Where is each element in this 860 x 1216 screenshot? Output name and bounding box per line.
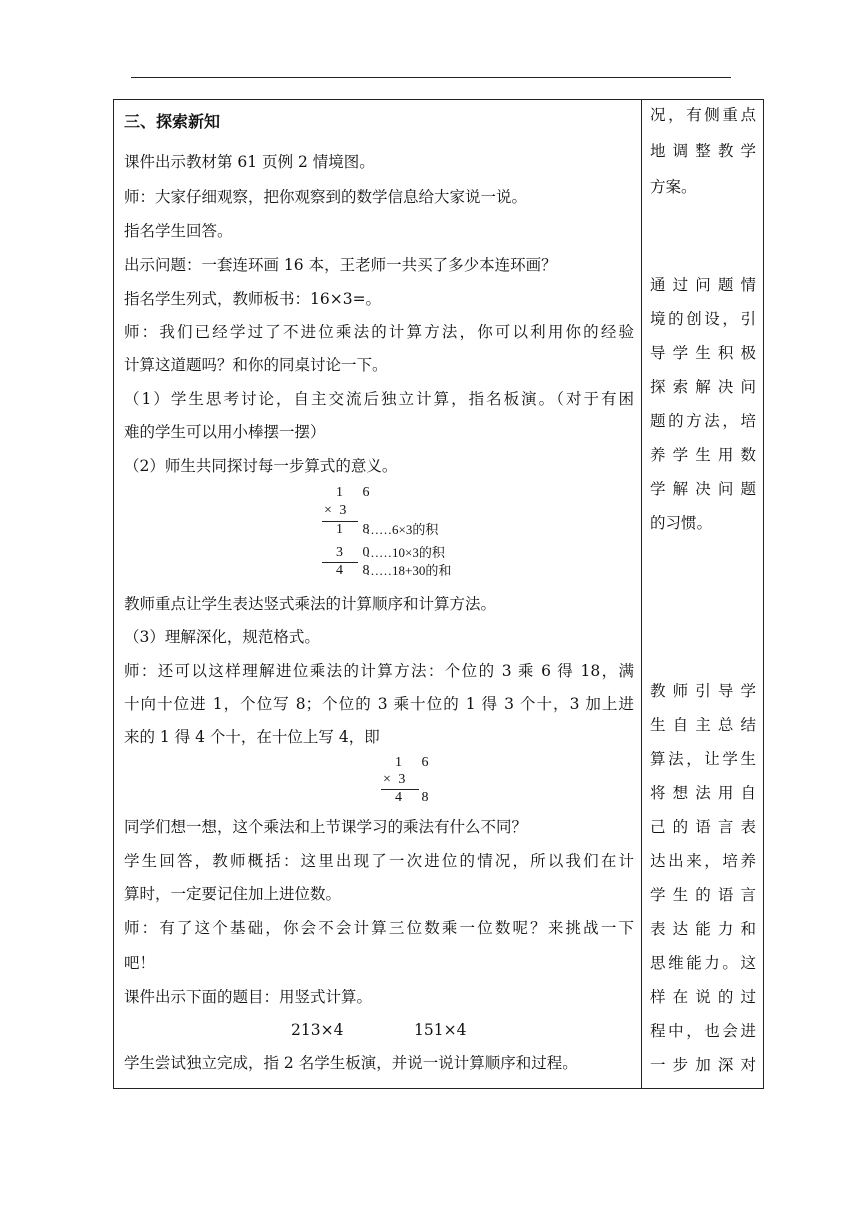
- section-heading: 三、探索新知: [124, 112, 221, 131]
- calc-note-2: ……10×3的积: [366, 545, 445, 560]
- text-line: （2）师生共同探讨每一步算式的意义。: [124, 457, 398, 475]
- text-line: （3）理解深化，规范格式。: [124, 628, 320, 646]
- text-line: 师：有了这个基础，你会不会计算三位数乘一位数呢？来挑战一下: [124, 919, 634, 937]
- text-line: 师：大家仔细观察，把你观察到的数学信息给大家说一说。: [124, 188, 528, 206]
- calc-multiplicand: 1 6: [395, 755, 437, 770]
- text-line: 来的 1 得 4 个十，在十位上写 4，即: [124, 728, 380, 746]
- text-line: 难的学生可以用小棒摆一摆）: [124, 423, 326, 441]
- calc-sum: 4 8: [336, 563, 378, 578]
- side-line: 况，有侧重点: [650, 106, 756, 124]
- side-line: 样在说的过: [650, 988, 756, 1006]
- text-line: 算时，一定要记住加上进位数。: [124, 885, 342, 903]
- side-line: 将想法用自: [650, 784, 756, 802]
- side-line: 算法，让学生: [650, 750, 756, 768]
- side-line: 探索解决问: [650, 378, 756, 396]
- calc-partial-1: 1 8: [336, 522, 378, 537]
- side-line: 己的语言表: [650, 818, 756, 836]
- text-line: 出示问题：一套连环画 16 本，王老师一共买了多少本连环画？: [124, 256, 557, 274]
- side-line: 题的方法，培: [650, 412, 756, 430]
- text-line: 指名学生列式，教师板书：16×3=。: [124, 290, 382, 308]
- exercise-2: 151×4: [414, 1021, 467, 1039]
- text-line: 师：我们已经学过了不进位乘法的计算方法，你可以利用你的经验: [124, 323, 634, 341]
- text-line: 课件出示教材第 61 页例 2 情境图。: [124, 153, 375, 171]
- calc-note-3: ……18+30的和: [366, 563, 452, 578]
- text-line: 十向十位进 1，个位写 8；个位的 3 乘十位的 1 得 3 个十，3 加上进: [124, 695, 634, 713]
- side-line: 教师引导学: [650, 682, 756, 700]
- side-line: 学生的语言: [650, 886, 756, 904]
- side-line: 学解决问题: [650, 480, 756, 498]
- text-line: 学生回答，教师概括：这里出现了一次进位的情况，所以我们在计: [124, 852, 634, 870]
- text-line: 吧！: [124, 954, 156, 972]
- calc-multiplicand: 1 6: [336, 485, 378, 500]
- header-rule: [131, 77, 731, 78]
- text-line: 学生尝试独立完成，指 2 名学生板演，并说一说计算顺序和过程。: [124, 1054, 578, 1072]
- vertical-multiplication-short: [377, 755, 437, 807]
- exercise-1: 213×4: [291, 1021, 344, 1039]
- calc-partial-2: 3 0: [336, 545, 378, 560]
- calc-multiplier: × 3: [324, 503, 349, 518]
- text-line: 课件出示下面的题目：用竖式计算。: [124, 988, 373, 1006]
- side-line: 通过问题情: [650, 276, 756, 294]
- calc-multiplier: × 3: [383, 772, 408, 787]
- side-line: 生自主总结: [650, 716, 756, 734]
- calc-result: 4 8: [395, 790, 437, 805]
- side-line: 境的创设，引: [650, 310, 756, 328]
- text-line: 同学们想一想，这个乘法和上节课学习的乘法有什么不同？: [124, 818, 528, 836]
- text-line: 计算这道题吗？和你的同桌讨论一下。: [124, 356, 388, 374]
- text-line: 指名学生回答。: [124, 222, 233, 240]
- lesson-table: [113, 99, 764, 1089]
- side-line: 方案。: [650, 178, 697, 196]
- side-line: 的习惯。: [650, 514, 713, 532]
- calc-note-1: ……6×3的积: [366, 522, 439, 537]
- text-line: （1）学生思考讨论，自主交流后独立计算，指名板演。（对于有困: [124, 390, 634, 408]
- vertical-multiplication-steps: [320, 485, 520, 580]
- text-line: 师：还可以这样理解进位乘法的计算方法：个位的 3 乘 6 得 18，满: [124, 662, 634, 680]
- side-line: 程中，也会进: [650, 1022, 756, 1040]
- text-line: 教师重点让学生表达竖式乘法的计算顺序和计算方法。: [124, 595, 497, 613]
- side-line: 地调整教学: [650, 142, 756, 160]
- side-line: 达出来，培养: [650, 852, 756, 870]
- side-line: 养学生用数: [650, 446, 756, 464]
- side-line: 一步加深对: [650, 1056, 756, 1074]
- side-line: 思维能力。这: [650, 954, 756, 972]
- side-line: 表达能力和: [650, 920, 756, 938]
- side-line: 导学生积极: [650, 344, 756, 362]
- column-divider: [641, 100, 642, 1088]
